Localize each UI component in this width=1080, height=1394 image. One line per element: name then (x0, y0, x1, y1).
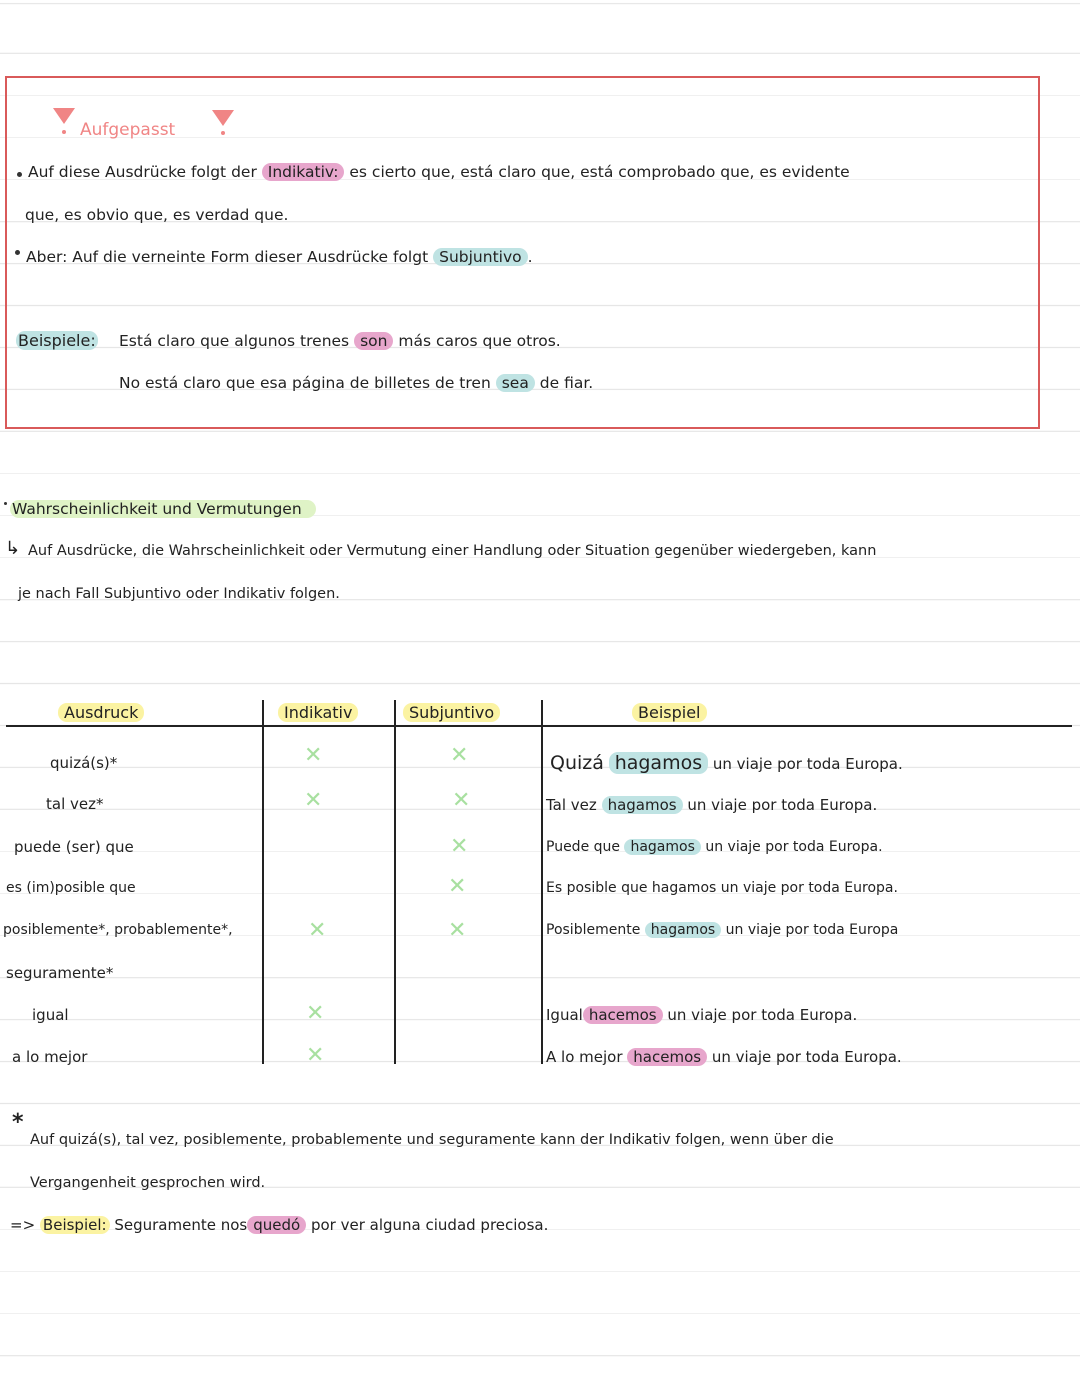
warning-triangle-icon (53, 108, 75, 124)
header-indikativ (278, 703, 358, 722)
table-column-divider (262, 700, 264, 1064)
highlight-verb: hagamos (624, 839, 700, 855)
bullet-icon (4, 502, 7, 505)
row-ausdruck: a lo mejor (12, 1048, 88, 1066)
bullet-icon (17, 172, 22, 177)
footnote-line-2: Vergangenheit gesprochen wird. (30, 1175, 266, 1191)
indikativ-check-icon: ✕ (308, 918, 327, 943)
text: es cierto que, está claro que, está comprobado que, es evidente (349, 163, 850, 181)
subjuntivo-check-icon: ✕ (450, 834, 469, 859)
warning-line-1 (28, 163, 850, 181)
text: Posiblemente (546, 922, 641, 938)
row-example (546, 1048, 902, 1066)
subjuntivo-check-icon: ✕ (450, 743, 469, 768)
warning-dot-icon (221, 131, 225, 135)
highlight-verb: hagamos (609, 752, 708, 774)
arrow-icon: ↳ (5, 538, 21, 559)
text: Tal vez (546, 796, 597, 814)
header-indikativ-text: Indikativ (278, 703, 358, 722)
text: un viaje por toda Europa. (712, 755, 903, 773)
text: . (527, 248, 533, 266)
text: A lo mejor (546, 1048, 623, 1066)
highlight-indikativ: Indikativ: (262, 163, 345, 181)
text: un viaje por toda Europa. (687, 796, 878, 814)
indikativ-check-icon: ✕ (306, 1043, 325, 1068)
highlight-verb: hacemos (627, 1048, 707, 1066)
row-ausdruck: igual (32, 1006, 69, 1024)
row-ausdruck: quizá(s)* (50, 754, 118, 772)
footnote-star: * (12, 1110, 24, 1135)
warning-line-2: que, es obvio que, es verdad que. (25, 206, 289, 224)
text: de fiar. (539, 374, 594, 392)
text: Igual (546, 1006, 583, 1024)
indikativ-check-icon: ✕ (306, 1001, 325, 1026)
header-subjuntivo-text: Subjuntivo (403, 703, 500, 722)
text: Puede que (546, 839, 621, 855)
section-intro-2: je nach Fall Subjuntivo oder Indikativ folgen. (18, 586, 340, 602)
header-ausdruck-text: Ausdruck (58, 703, 144, 722)
text: Quizá (550, 752, 604, 774)
warning-dot-icon (62, 130, 66, 134)
section-intro-1: Auf Ausdrücke, die Wahrscheinlichkeit oder Vermutung einer Handlung oder Situation gegenüber wiedergeben, kann (28, 543, 877, 559)
highlight-subjuntivo: Subjuntivo (433, 248, 528, 266)
text: un viaje por toda Europa (725, 922, 899, 938)
text: un viaje por toda Europa. (711, 1048, 902, 1066)
subjuntivo-check-icon: ✕ (452, 788, 471, 813)
arrow-icon: => (10, 1216, 36, 1234)
header-ausdruck (58, 703, 144, 722)
row-example (546, 1006, 857, 1024)
warning-title: Aufgepasst (80, 120, 176, 140)
highlight-son: son (354, 332, 393, 350)
row-example (546, 839, 883, 855)
subjuntivo-check-icon: ✕ (448, 874, 467, 899)
text: Auf diese Ausdrücke folgt der (28, 163, 257, 181)
text: un viaje por toda Europa. (705, 839, 883, 855)
row-example (546, 796, 877, 814)
warning-line-3 (26, 248, 533, 266)
highlight-verb: hacemos (583, 1006, 663, 1024)
subjuntivo-check-icon: ✕ (448, 918, 467, 943)
row-ausdruck: puede (ser) que (14, 838, 134, 856)
header-subjuntivo (403, 703, 500, 722)
example-2 (119, 374, 593, 392)
section-heading (10, 500, 316, 518)
footnote-line-1: Auf quizá(s), tal vez, posiblemente, probablemente und seguramente kann der Indikativ folgen, wenn über die (30, 1132, 834, 1148)
indikativ-check-icon: ✕ (304, 743, 323, 768)
warning-triangle-icon (212, 110, 234, 126)
highlight-verb: hagamos (602, 796, 683, 814)
text: más caros que otros. (398, 332, 561, 350)
text: No está claro que esa página de billetes de tren (119, 374, 491, 392)
row-ausdruck: posiblemente*, probablemente*, (3, 922, 233, 938)
examples-label-text: Beispiele: (18, 331, 96, 350)
highlight-verb: hagamos (645, 922, 721, 938)
text: un viaje por toda Europa. (667, 1006, 858, 1024)
row-example (550, 752, 903, 774)
text: Aber: Auf die verneinte Form dieser Ausdrücke folgt (26, 248, 429, 266)
row-example (546, 922, 898, 938)
row-ausdruck: es (im)posible que (6, 880, 136, 896)
text: Está claro que algunos trenes (119, 332, 350, 350)
section-heading-text: Wahrscheinlichkeit und Vermutungen (10, 500, 316, 518)
table-header-line (6, 725, 1072, 727)
table-column-divider (541, 700, 543, 1064)
header-beispiel (632, 703, 707, 722)
indikativ-check-icon: ✕ (304, 788, 323, 813)
footnote-example (10, 1216, 548, 1234)
row-ausdruck: tal vez* (46, 795, 104, 813)
highlight-sea: sea (496, 374, 535, 392)
table-column-divider (394, 700, 396, 1064)
bullet-icon (15, 250, 20, 255)
highlight-verb: quedó (247, 1216, 306, 1234)
row-ausdruck: seguramente* (6, 964, 114, 982)
example-1 (119, 332, 561, 350)
examples-label (16, 331, 98, 350)
text: Seguramente nos (114, 1216, 248, 1234)
row-example: Es posible que hagamos un viaje por toda Europa. (546, 880, 898, 896)
footnote-example-label: Beispiel: (40, 1216, 110, 1234)
text: por ver alguna ciudad preciosa. (310, 1216, 549, 1234)
header-beispiel-text: Beispiel (632, 703, 707, 722)
